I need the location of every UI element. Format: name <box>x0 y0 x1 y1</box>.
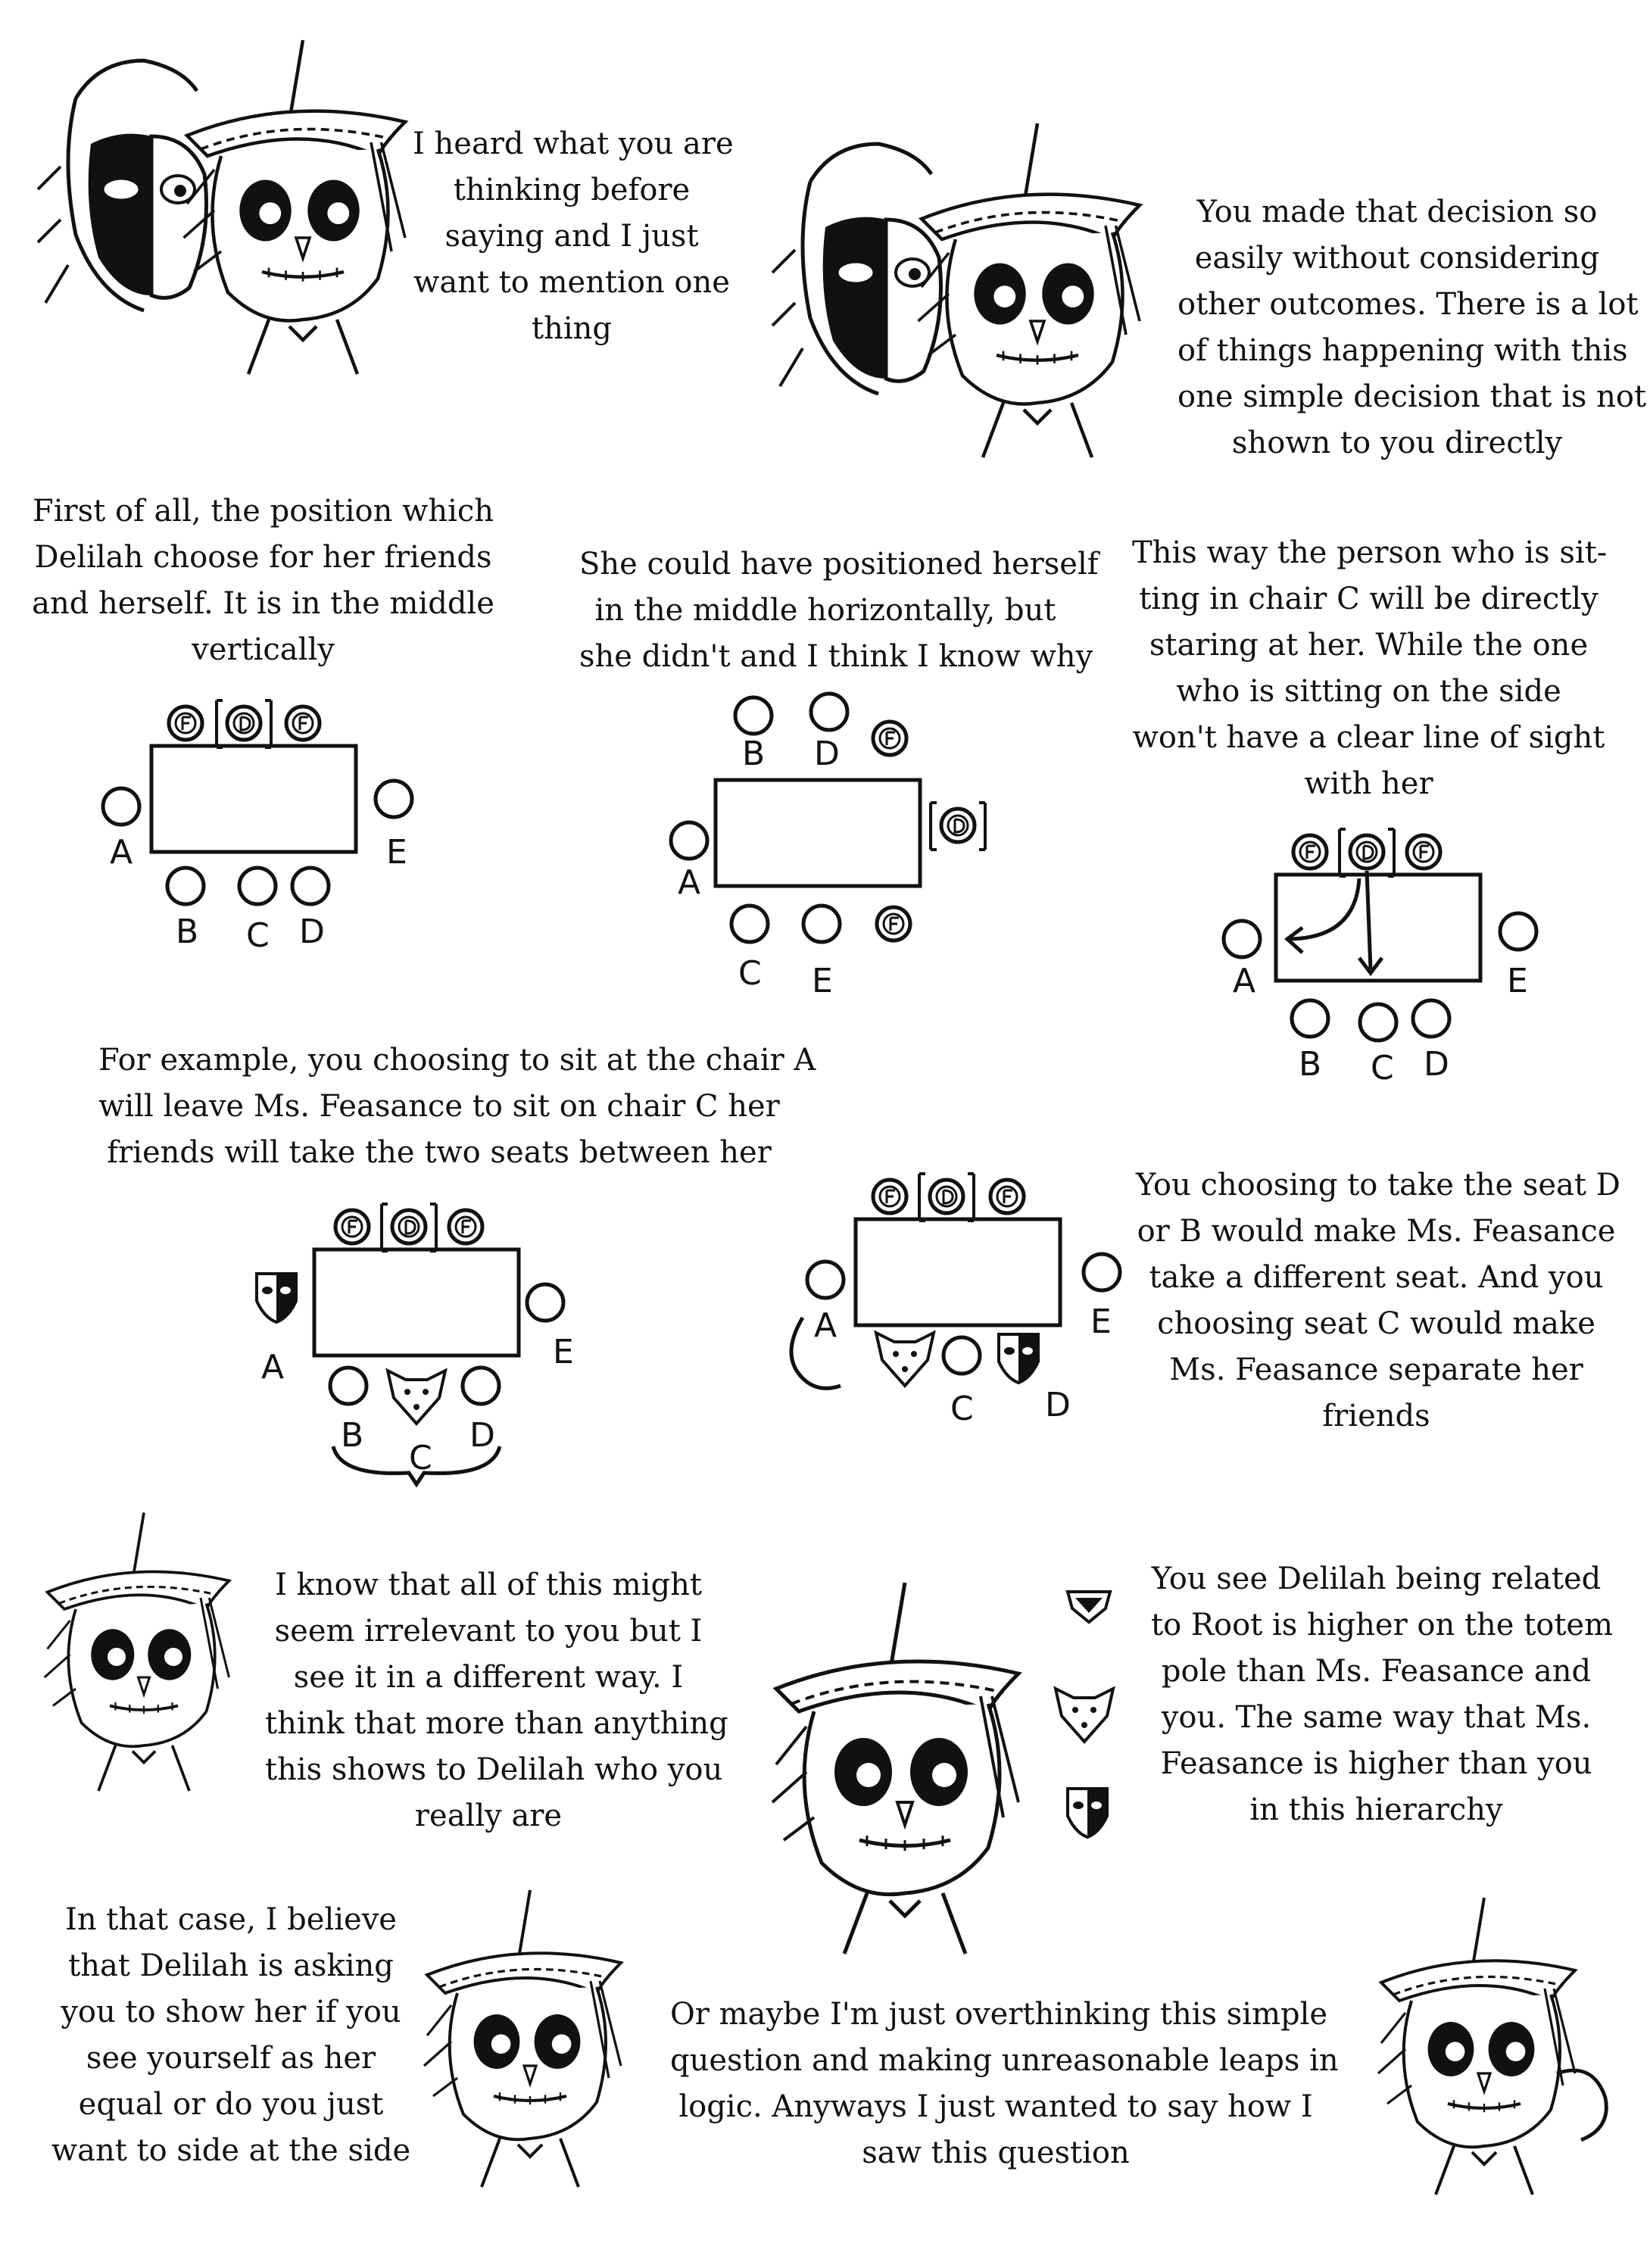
caption-11: Or maybe I'm just overthinking this simple question and making unreasonable leaps in logic. Anyways I just wanted to say how I saw this question <box>670 1997 1339 2170</box>
svg-text:E: E <box>386 833 407 872</box>
two-characters-illustration-2 <box>772 123 1140 457</box>
seating-diagram-2 <box>671 694 985 1000</box>
svg-text:B: B <box>176 913 199 951</box>
svg-text:C: C <box>738 954 762 993</box>
scarecrow-illustration-1 <box>45 1513 229 1792</box>
caption-10: In that case, I believe that Delilah is asking you to show her if you see yourself as her equal or do you just want to side at the side <box>51 1902 411 2168</box>
seating-diagram-1 <box>103 700 412 955</box>
seating-diagram-4 <box>257 1204 574 1484</box>
svg-text:E: E <box>1090 1302 1112 1341</box>
hierarchy-icons <box>1056 1592 1113 1837</box>
caption-2: You made that decision so easily without considering other outcomes. There is a lot of things happening with this one simple decision that is not shown to you directly <box>1177 195 1647 460</box>
svg-text:D: D <box>1045 1386 1071 1424</box>
svg-text:C: C <box>246 916 270 955</box>
scarecrow-illustration-4 <box>1378 1898 1606 2195</box>
svg-text:B: B <box>742 735 766 773</box>
svg-text:D: D <box>469 1416 495 1455</box>
svg-text:D: D <box>299 913 325 951</box>
svg-text:C: C <box>1371 1049 1394 1087</box>
two-characters-illustration-1 <box>38 40 405 374</box>
caption-8: I know that all of this might seem irrelevant to you but I see it in a different way. I think that more than anything this shows to Delilah who you really are <box>265 1568 728 1833</box>
caption-9: You see Delilah being related to Root is higher on the totem pole than Ms. Feasance and you. The same way that Ms. Feasance is higher than you in this hierarchy <box>1151 1561 1614 1827</box>
svg-text:B: B <box>1299 1045 1322 1084</box>
svg-text:E: E <box>812 962 833 1000</box>
caption-3: First of all, the position which Delilah choose for her friends and herself. It is in the middle vertically <box>32 494 494 667</box>
caption-4: She could have positioned herself in the middle horizontally, but she didn't and I think I know why <box>579 547 1099 674</box>
caption-5: This way the person who is sit- ting in chair C will be directly staring at her. While the one who is sitting on the side won't have a clear line of sight with her <box>1132 535 1608 801</box>
svg-text:A: A <box>110 833 133 872</box>
svg-text:D: D <box>1424 1045 1449 1084</box>
seating-diagram-3 <box>1224 829 1536 1087</box>
svg-text:A: A <box>1233 962 1256 1000</box>
svg-text:A: A <box>678 863 701 902</box>
svg-text:D: D <box>814 735 840 773</box>
svg-text:B: B <box>341 1416 364 1455</box>
caption-1: I heard what you are thinking before saying and I just want to mention one thing <box>413 126 734 346</box>
svg-text:C: C <box>409 1439 432 1477</box>
svg-text:A: A <box>261 1348 285 1387</box>
svg-text:A: A <box>814 1306 837 1345</box>
svg-text:C: C <box>950 1390 974 1428</box>
caption-7: You choosing to take the seat D or B would make Ms. Feasance take a different seat. And you choosing seat C would make Ms. Feasance separate her friends <box>1136 1168 1620 1433</box>
caption-6: For example, you choosing to sit at the chair A will leave Ms. Feasance to sit on chair C her friends will take the two seats between her <box>98 1043 816 1170</box>
svg-text:E: E <box>1507 962 1528 1000</box>
seating-diagram-5 <box>791 1174 1120 1428</box>
scarecrow-illustration-2 <box>772 1583 1018 1954</box>
scarecrow-illustration-3 <box>424 1890 621 2187</box>
svg-text:E: E <box>553 1333 574 1371</box>
